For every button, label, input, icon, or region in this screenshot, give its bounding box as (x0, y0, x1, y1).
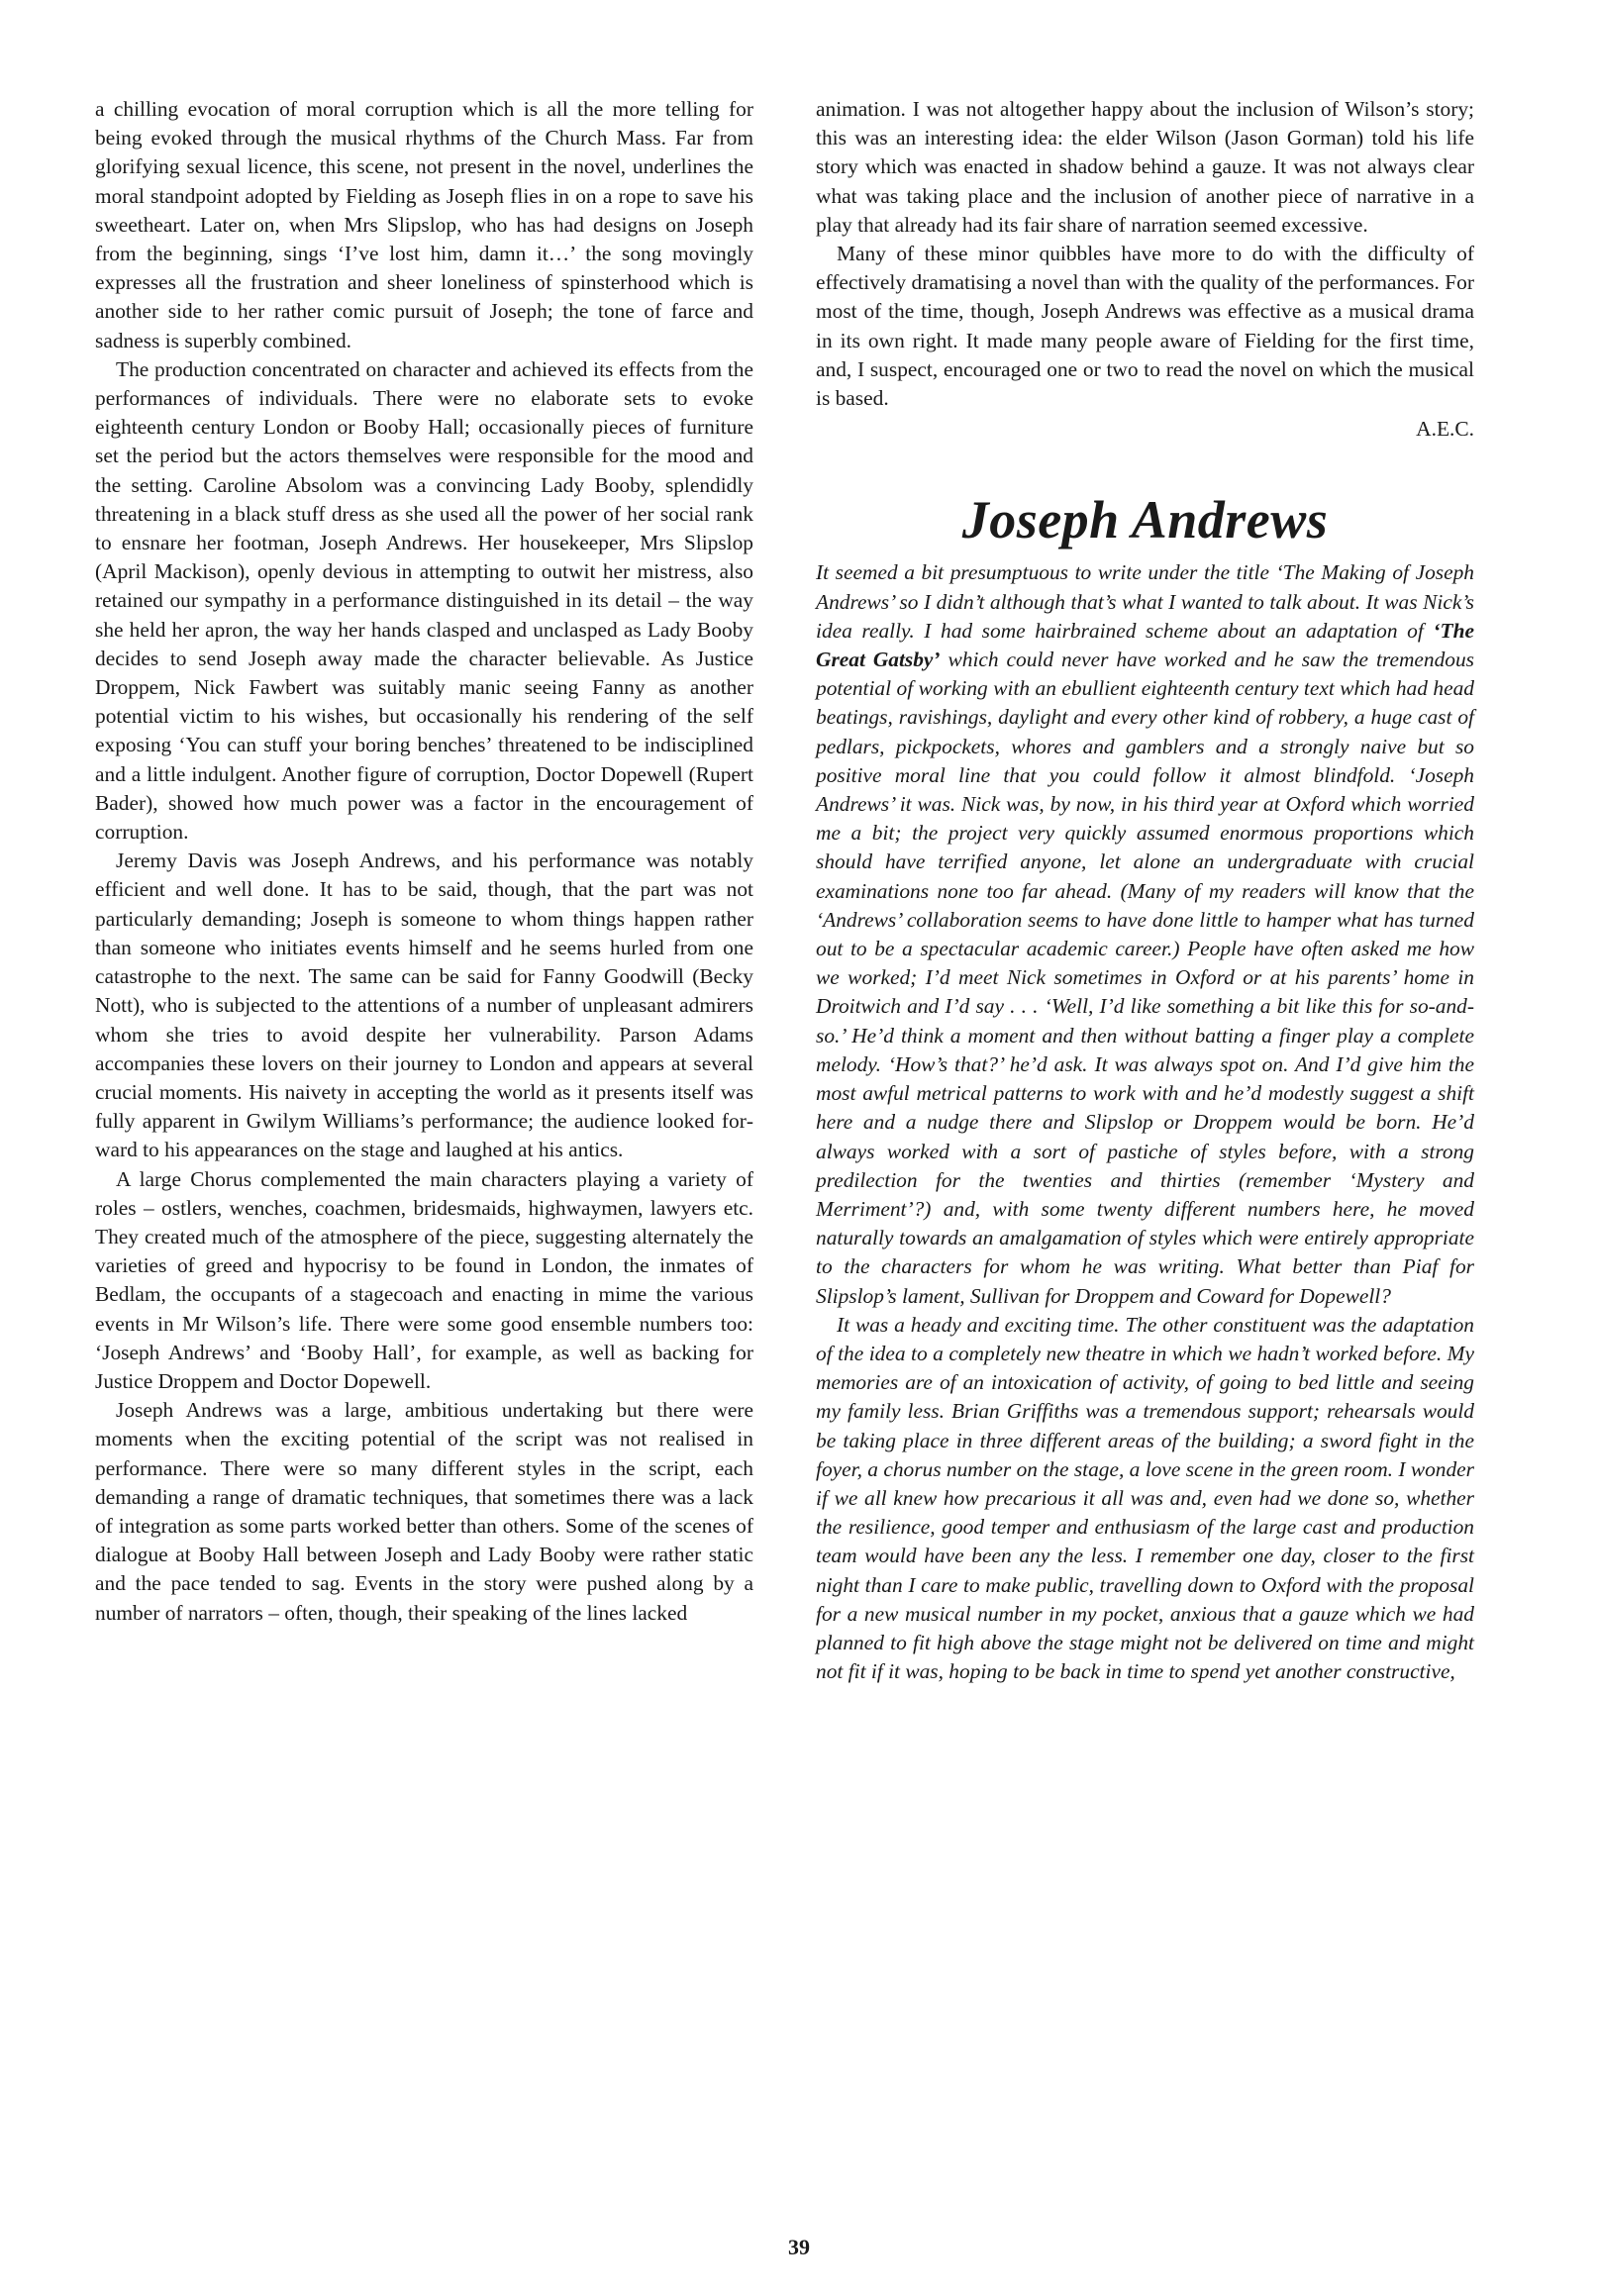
review-paragraph: a chilling evocation of moral corruption which is all the more telling for being evoked through the musical rhythms of the Church Mass. Far from glorifying sexual licence, this scene, not present in the novel, underlines the moral standpoint adopted by Fielding as Joseph flies in on a rope to save his sweetheart. Later on, when Mrs Slipslop, who has had designs on Joseph from the beginning, sings ‘I’ve lost him, damn it…’ the song movingly expresses all the frustration and sheer loneliness of spinsterhood which is another side to her rather comic pursuit of Joseph; the tone of farce and sadness is superbly combined. (95, 97, 753, 352)
essay-paragraph: It was a heady and exciting time. The other constituent was the adaptation of the idea to a completely new theatre in which we hadn’t worked before. My memories are of an intoxication of activity, of going to bed little and seeing my family less. Brian Griffiths was a tremendous support; rehearsals would be taking place in three different areas of the building; a sword fight in the foyer, a chorus number on the stage, a love scene in the green room. I wonder if we all knew how precarious it all was and, even had we done so, whether the resilience, good temper and enthusiasm of the large cast and production team would have been any the less. I remember one day, closer to the first night than I care to make public, travelling down to Oxford with the proposal for a new musical number in my pocket, anxious that a gauze which we had planned to fit high above the stage might not be delivered on time and might not fit if it was, hoping to be back in time to spend yet another constructive, (816, 1312, 1474, 1684)
review-column-left (95, 95, 753, 1628)
review-column-right (816, 95, 1474, 1686)
review-paragraph: The production concentrated on character and achieved its effects from the performances of individuals. There were no elaborate sets to evoke eighteenth century London or Booby Hall; occasionally pieces of furniture set the period but the actors themselves were responsible for the mood and the setting. Caroline Absolom was a convincing Lady Booby, splendidly threatening in a black stuff dress as she used all the power of her social rank to ensnare her footman, Joseph Andrews. Her housekeeper, Mrs Slipslop (April Mackison), openly devious in attempting to outwit her mistress, also retained our sympathy in a performance distinguished in its detail – the way she held her apron, the way her hands clasped and unclasped as Lady Booby decides to send Joseph away made the character believable. As Justice Droppem, Nick Fawbert was suitably manic seeing Fanny as another potential victim to his wishes, but occasionally his rendering of the self exposing ‘You can stuff your boring benches’ threatened to be indisciplined and a little indulgent. Another figure of corruption, Doctor Dopewell (Rupert Bader), showed how much power was a factor in the encouragement of corruption. (95, 356, 753, 845)
review-paragraph: A large Chorus complemented the main characters playing a variety of roles – ostlers, wenches, coachmen, bridesmaids, highwaymen, lawyers etc. They created much of the atmosphere of the piece, suggesting alternately the varieties of greed and hypocrisy to be found in London, the inmates of Bedlam, the occupants of a stagecoach and enacting in mime the various events in Mr Wilson’s life. There were some good ensemble numbers too: ‘Joseph Andrews’ and ‘Booby Hall’, for example, as well as backing for Justice Droppem and Doctor Dopewell. (95, 1166, 753, 1393)
essay-body (816, 558, 1474, 1686)
essay-bold-title: ‘The Great Gatsby’ (816, 618, 1474, 672)
review-paragraph: Jeremy Davis was Joseph Andrews, and his performance was notably efficient and well done. It has to be said, though, that the part was not particularly demanding; Joseph is someone to whom things happen rather than someone who initiates events himself and he seems hurled from one catastrophe to the next. The same can be said for Fanny Goodwill (Becky Nott), who is subjected to the attentions of a number of unpleasant admirers whom she tries to avoid despite her vulnerability. Parson Adams accompanies these lovers on their journey to London and appears at several crucial moments. His naivety in accepting the world as it presents itself was fully apparent in Gwilym Williams’s performance; the audience looked forward to his appearances on the stage and laughed at his antics. (95, 849, 753, 1162)
essay-text: It seemed a bit presumptuous to write under the title ‘The Making of Joseph Andrews’ so I didn’t although that’s what I wanted to talk about. It was Nick’s idea really. I had some hairbrained scheme about an adaptation of (816, 560, 1474, 643)
review-signoff: A.E.C. (1416, 417, 1474, 442)
review-paragraph: animation. I was not altogether happy about the inclusion of Wilson’s story; this was an interesting idea: the elder Wilson (Jason Gorman) told his life story which was enacted in shadow behind a gauze. It was not always clear what was taking place and the inclusion of another piece of narrative in a play that already had its fair share of narration seemed excessive. (816, 97, 1474, 237)
essay-text: which could never have worked and he saw the tremendous potential of working with an ebullient eighteenth century text which had head beatings, ravishings, daylight and every other kind of robbery, a huge cast of pedlars, pickpockets, whores and gamblers and a strongly naive but so positive moral line that you could follow it almost blindfold. ‘Joseph Andrews’ it was. Nick was, by now, in his third year at Oxford which worried me a bit; the project very quickly assumed enormous proportions which should have terrified anyone, let alone an undergraduate with crucial examinations none too far ahead. (Many of my readers will know that the ‘Andrews’ collaboration seems to have done little to hamper what has turned out to be a spectacular academic career.) People have often asked me how we worked; I’d meet Nick sometimes in Oxford or at his parents’ home in Droitwich and I’d say . . . ‘Well, I’d like something a bit like this for so-and-so.’ He’d think a moment and then without batting a finger play a complete melody. ‘How’s that?’ he’d ask. It was always spot on. And I’d give him the most awful metrical patterns to work with and he’d modestly suggest a shift here and a nudge there and Slipslop or Droppem would be born. He’d always worked with a sort of pastiche of styles before, with a strong predilection for the twenties and thirties (remember ‘Mystery and Merriment’?) and, with some twenty different numbers here, he moved naturally towards an amalgamation of styles which were entirely appropriate to the characters for whom he was writing. What better than Piaf for Slipslop’s lament, Sullivan for Droppem and Coward for Dopewell? (816, 648, 1474, 1308)
review-paragraph: Joseph Andrews was a large, ambitious undertaking but there were moments when the exciting potential of the script was not realised in performance. There were so many different styles in the script, each demanding a range of dramatic techniques, that sometimes there was a lack of integration as some parts worked better than others. Some of the scenes of dialogue at Booby Hall between Joseph and Lady Booby were rather static and the pace tended to sag. Events in the story were pushed along by a number of narrators – often, though, their speaking of the lines lacked (95, 1398, 753, 1625)
review-paragraph: Many of these minor quibbles have more to do with the difficulty of effectively dramatising a novel than with the quality of the performances. For most of the time, though, Joseph Andrews was effective as a musical drama in its own right. It made many people aware of Fielding for the first time, and, I suspect, encouraged one or two to read the novel on which the musical is based. (816, 242, 1474, 411)
essay-title: Joseph Andrews (961, 490, 1329, 550)
essay-paragraph (816, 558, 1474, 1310)
page-number: 39 (788, 2235, 810, 2259)
